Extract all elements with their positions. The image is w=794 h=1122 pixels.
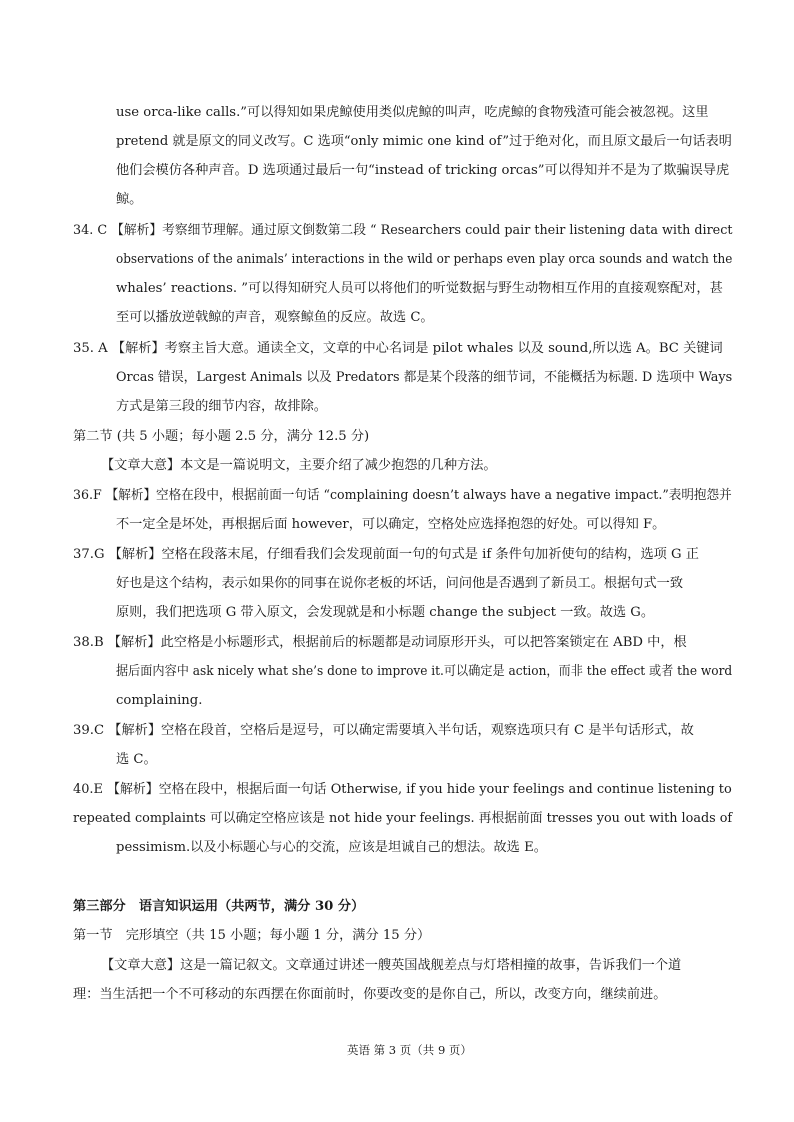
text-line: 方式是第三段的细节内容，故排除。 <box>116 399 327 414</box>
summary-line: 【文章大意】这是一篇记叙文。文章通过讲述一艘英国战舰差点与灯塔相撞的故事，告诉我们一个道 <box>101 958 682 973</box>
text-line: pretend 就是原文的同义改写。C 选项“only mimic one kind of”过于绝对化，而且原文最后一句话表明 <box>116 134 732 149</box>
text-line: 理：当生活把一个不可移动的东西摆在你面前时，你要改变的是你自己，所以，改变方向，继续前进。 <box>73 987 667 1002</box>
text-line: 至可以播放逆戟鲸的声音，观察鲸鱼的反应。故选 C。 <box>116 310 434 325</box>
page-footer: 英语 第 3 页（共 9 页） <box>347 1043 472 1057</box>
section-heading: 第一节 完形填空（共 15 小题；每小题 1 分，满分 15 分） <box>73 928 431 943</box>
text-line: Orcas 错误，Largest Animals 以及 Predators 都是某个段落的细节词，不能概括为标题. D 选项中 Ways <box>116 370 733 385</box>
summary-line: 【文章大意】本文是一篇说明文，主要介绍了减少抱怨的几种方法。 <box>101 458 497 473</box>
text-line: complaining. <box>116 693 203 708</box>
text-line: 他们会模仿各种声音。D 选项通过最后一句“instead of tricking orcas”可以得知并不是为了欺骗误导虎 <box>116 163 730 178</box>
text-line: repeated complaints 可以确定空格应该是 not hide your feelings. 再根据前面 tresses you out with loads of <box>73 811 733 826</box>
text-line: pessimism.以及小标题心与心的交流，应该是坦诚自己的想法。故选 E。 <box>116 840 547 855</box>
text-line: 不一定全是坏处，再根据后面 however，可以确定，空格处应选择抱怨的好处。可以得知 F。 <box>116 517 666 532</box>
text-line: whales’ reactions. ”可以得知研究人员可以将他们的听觉数据与野生动物相互作用的直接观察配对，甚 <box>116 281 723 296</box>
text-line: 鲸。 <box>116 192 143 207</box>
text-line: use orca-like calls.”可以得知如果虎鲸使用类似虎鲸的叫声，吃虎鲸的食物残渣可能会被忽视。这里 <box>116 105 709 120</box>
text-line: observations of the animals’ interactions in the wild or perhaps even play orca sounds and watch the <box>116 252 733 267</box>
answer-37-line: 37.G 【解析】空格在段落末尾，仔细看我们会发现前面一句的句式是 if 条件句加祈使句的结构，选项 G 正 <box>73 547 699 562</box>
answer-35-line: 35. A 【解析】考察主旨大意。通读全文，文章的中心名词是 pilot whales 以及 sound,所以选 A。BC 关键词 <box>73 341 723 356</box>
part-heading: 第三部分 语言知识运用（共两节，满分 30 分） <box>73 899 365 914</box>
text-line: 选 C。 <box>116 752 157 767</box>
section-heading: 第二节 (共 5 小题；每小题 2.5 分，满分 12.5 分) <box>73 429 370 444</box>
answer-38-line: 38.B 【解析】此空格是小标题形式，根据前后的标题都是动词原形开头，可以把答案锁定在 ABD 中，根 <box>73 635 687 650</box>
text-line: 据后面内容中 ask nicely what she’s done to improve it.可以确定是 action，而非 the effect 或者 the word <box>116 664 733 679</box>
text-line: 好也是这个结构，表示如果你的同事在说你老板的坏话，问问他是否遇到了新员工。根据句式一致 <box>116 576 684 591</box>
text-line: 原则，我们把选项 G 带入原文，会发现就是和小标题 change the subject 一致。故选 G。 <box>116 605 655 620</box>
answer-39-line: 39.C 【解析】空格在段首，空格后是逗号，可以确定需要填入半句话，观察选项只有 C 是半句话形式，故 <box>73 723 694 738</box>
answer-36-line: 36.F 【解析】空格在段中，根据前面一句话 “complaining doesn’t always have a negative impact.”表明抱怨并 <box>73 488 732 503</box>
answer-40-line: 40.E 【解析】空格在段中，根据后面一句话 Otherwise, if you hide your feelings and continue listening to <box>73 782 732 797</box>
answer-34-line: 34. C 【解析】考察细节理解。通过原文倒数第二段 “ Researchers could pair their listening data with direct <box>73 223 733 238</box>
